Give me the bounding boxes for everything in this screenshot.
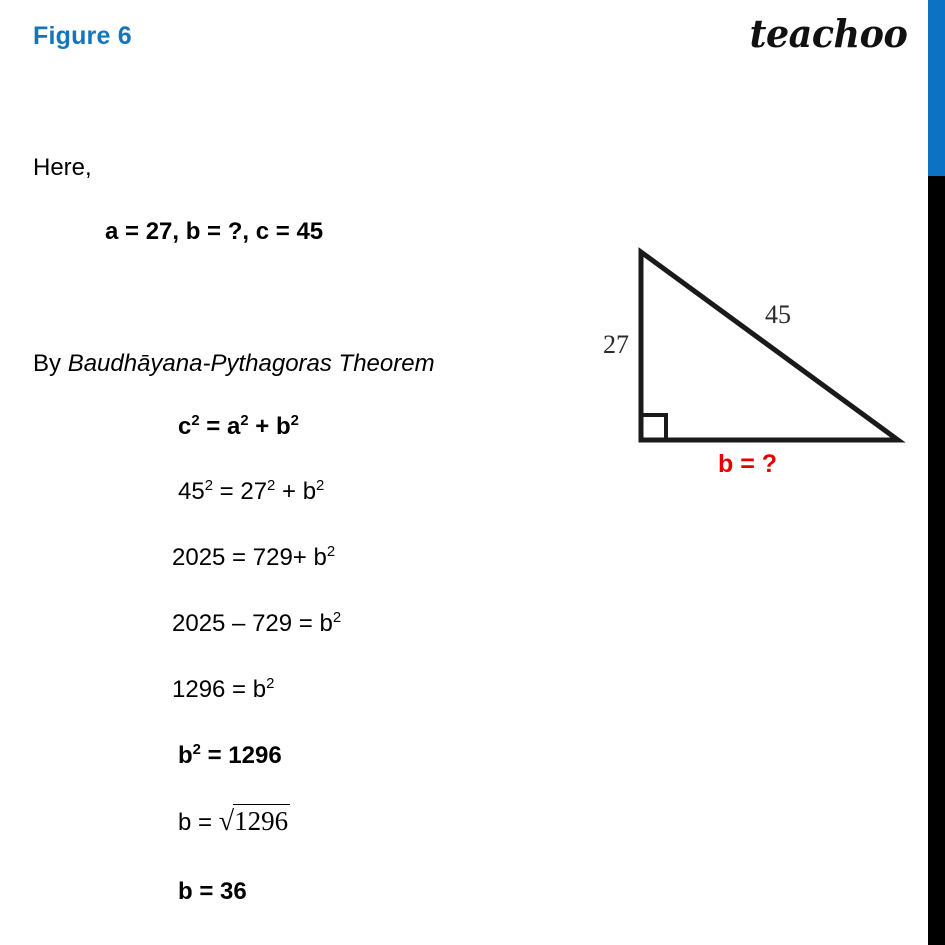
eq1-base-c: c: [178, 413, 192, 440]
equation-step-7: [178, 808, 290, 836]
eq7-lhs: b =: [178, 809, 219, 836]
eq3-body: 2025 = 729+ b: [172, 544, 327, 571]
eq1-exp-b: 2: [290, 413, 299, 429]
eq4-body: 2025 – 729 = b: [172, 610, 333, 637]
equation-step-4: [172, 612, 341, 636]
eq2-base-27: 27: [240, 478, 268, 505]
theorem-statement: [33, 352, 435, 376]
theorem-prefix: By: [33, 350, 68, 377]
edge-accent-blue: [928, 0, 945, 176]
radicand-value: 1296: [234, 806, 289, 836]
equation-step-3: [172, 546, 335, 570]
eq2-exp-27: 2: [267, 478, 276, 494]
eq1-base-a: a: [227, 413, 241, 440]
equation-step-2: [178, 480, 324, 504]
eq2-base-45: 45: [178, 478, 205, 505]
teachoo-logo: teachoo: [749, 11, 907, 56]
right-triangle-diagram: [570, 235, 930, 500]
eq2-base-b: b: [302, 478, 317, 505]
intro-text: Here,: [33, 154, 92, 181]
eq1-exp-a: 2: [240, 413, 249, 429]
square-root-expression: [219, 806, 290, 836]
equation-step-1: [178, 415, 299, 439]
eq5-exp-b: 2: [266, 676, 275, 692]
right-angle-marker: [641, 415, 666, 440]
eq6-result: = 1296: [200, 742, 282, 769]
equation-step-8: b = 36: [178, 878, 247, 905]
equation-step-6: [178, 744, 282, 768]
eq2-exp-45: 2: [204, 478, 213, 494]
eq5-body: 1296 = b: [172, 676, 267, 703]
eq3-exp-b: 2: [326, 544, 336, 560]
eq1-plus: +: [248, 413, 276, 440]
eq6-exp-b: 2: [192, 742, 201, 758]
page-title: Figure 6: [33, 22, 132, 50]
eq1-base-b: b: [276, 413, 291, 440]
triangle-outline: [641, 252, 898, 440]
triangle-label-hypotenuse: 45: [765, 300, 791, 329]
triangle-label-base-unknown: b = ?: [718, 450, 778, 478]
equation-step-5: [172, 678, 274, 702]
eq2-exp-b: 2: [316, 478, 325, 494]
radical-sign-icon: √: [218, 806, 235, 837]
theorem-name: Baudhāyana-Pythagoras Theorem: [67, 350, 435, 377]
eq2-plus: +: [275, 478, 303, 505]
edge-accent-black: [928, 176, 945, 945]
eq6-base-b: b: [178, 742, 193, 769]
triangle-label-height: 27: [603, 330, 629, 359]
given-values: a = 27, b = ?, c = 45: [105, 218, 324, 245]
eq4-exp-b: 2: [332, 610, 342, 626]
eq2-equals: =: [212, 478, 241, 505]
eq1-exp-c: 2: [191, 413, 200, 429]
eq1-equals: =: [199, 413, 227, 440]
